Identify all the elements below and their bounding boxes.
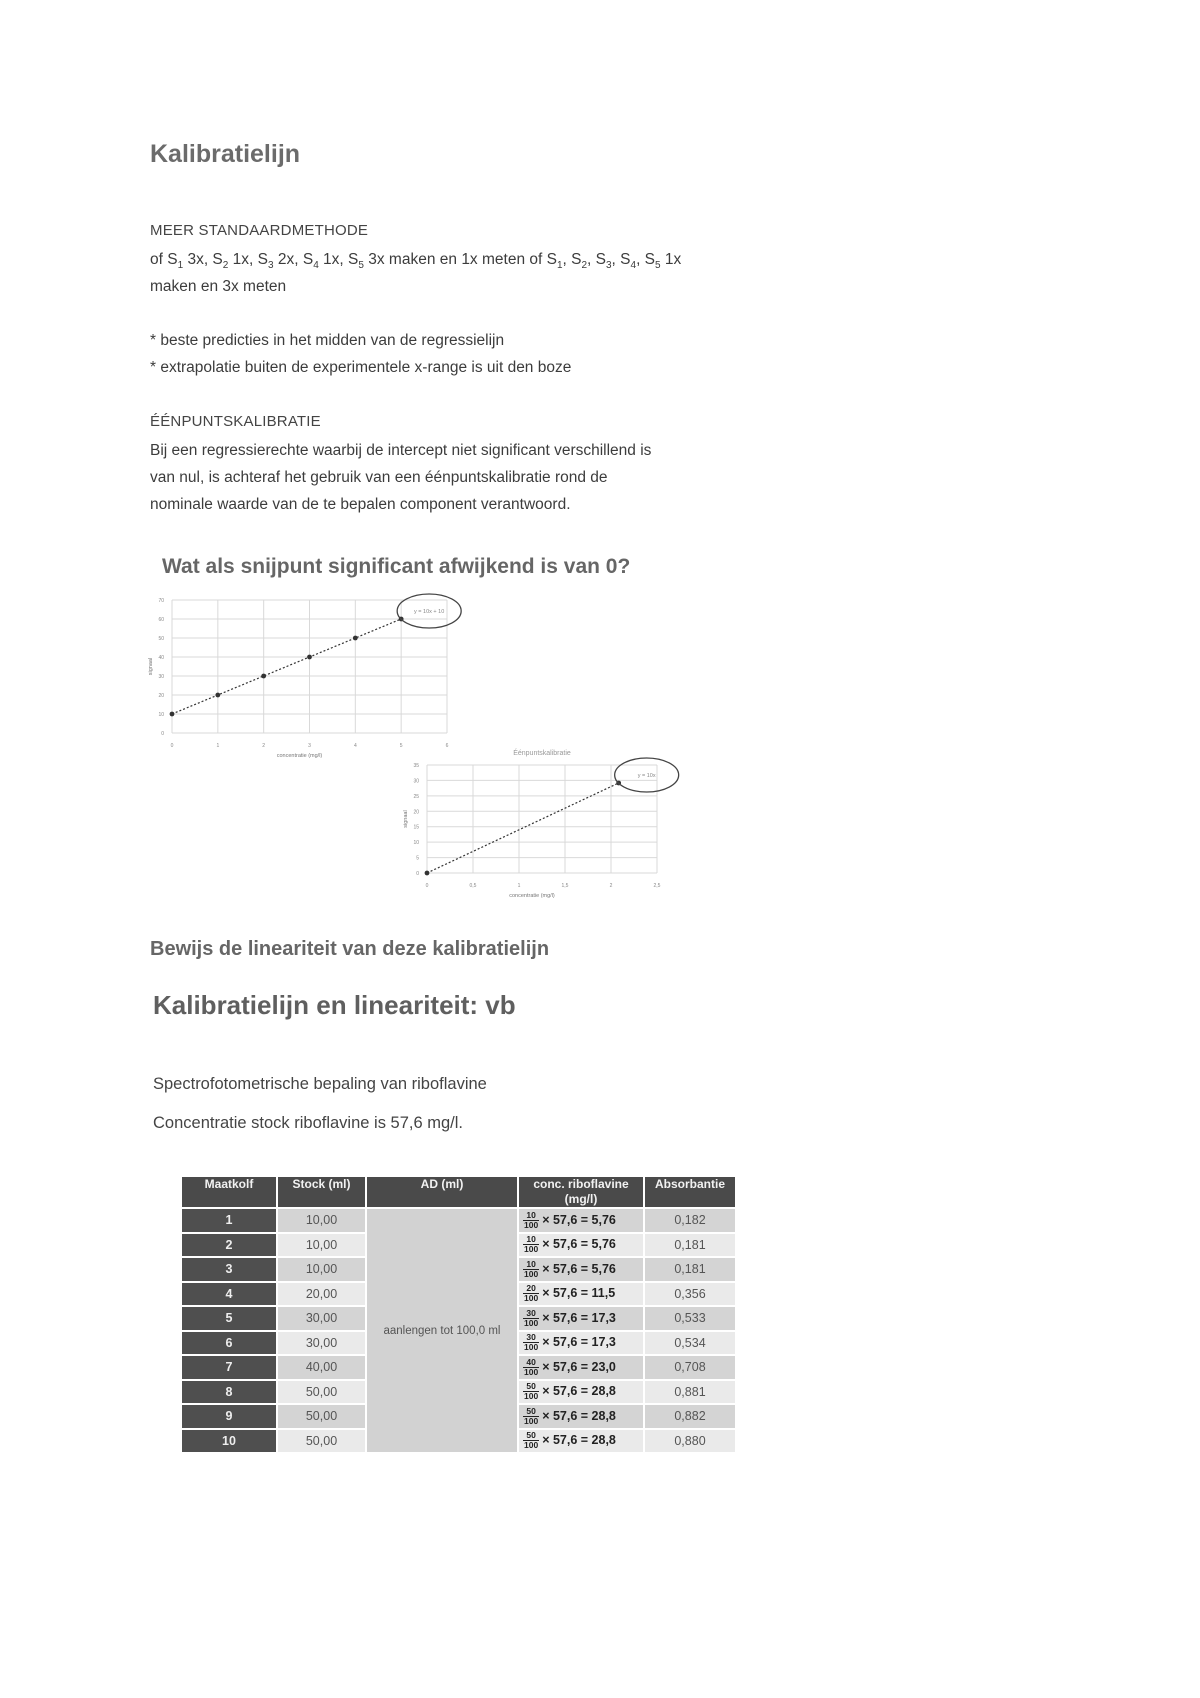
cell-stock: 10,00 <box>278 1234 365 1257</box>
y-tick-label: 0 <box>161 731 164 737</box>
conc-value: × 57,6 = 17,3 <box>542 1310 616 1325</box>
section-heading-vb: Kalibratielijn en lineariteit: vb <box>153 990 516 1020</box>
cell-absorbantie: 0,708 <box>645 1356 735 1379</box>
subscript: 5 <box>655 260 661 272</box>
y-tick-label: 40 <box>158 655 164 661</box>
trendline-equation: y = 10x <box>637 773 656 779</box>
y-tick-label: 30 <box>413 778 419 785</box>
y-tick-label: 20 <box>158 693 164 699</box>
fraction-numerator: 50 <box>523 1382 539 1392</box>
data-point <box>425 871 430 876</box>
cell-absorbantie: 0,356 <box>645 1283 735 1306</box>
cell-stock: 30,00 <box>278 1307 365 1330</box>
fraction-numerator: 40 <box>523 1358 539 1368</box>
fraction-numerator: 30 <box>523 1309 539 1319</box>
fraction-numerator: 10 <box>523 1260 539 1270</box>
x-tick-label: 1,5 <box>561 883 569 889</box>
subscript: 2 <box>581 260 588 272</box>
header-maatkolf: Maatkolf <box>182 1177 276 1207</box>
text-part: , S <box>587 251 606 268</box>
cell-conc <box>519 1234 643 1257</box>
meer-standaardmethode-title: MEER STANDAARDMETHODE <box>150 222 369 239</box>
calibration-table <box>180 1175 737 1454</box>
cell-maatkolf: 8 <box>182 1381 276 1404</box>
eenpunts-title: ÉÉNPUNTSKALIBRATIE <box>150 413 321 430</box>
cell-absorbantie: 0,533 <box>645 1307 735 1330</box>
y-tick-label: 35 <box>413 763 419 769</box>
text-part: , S <box>636 251 656 268</box>
x-tick-label: 0,5 <box>469 883 477 889</box>
x-tick-label: 5 <box>399 743 403 749</box>
series-line <box>427 783 619 873</box>
y-tick-label: 10 <box>413 840 419 847</box>
fraction-numerator: 10 <box>523 1211 539 1221</box>
text-part: , S <box>611 251 631 268</box>
fraction <box>523 1382 539 1401</box>
fraction-denominator: 100 <box>524 1317 539 1328</box>
fraction <box>523 1309 539 1328</box>
x-tick-label: 2 <box>609 883 613 889</box>
cell-absorbantie: 0,881 <box>645 1381 735 1404</box>
cell-maatkolf: 4 <box>182 1283 276 1306</box>
x-axis-label: concentratie (mg/l) <box>276 753 323 759</box>
cell-absorbantie: 0,181 <box>645 1234 735 1257</box>
cell-stock: 10,00 <box>278 1258 365 1281</box>
data-point <box>353 636 358 641</box>
y-tick-label: 25 <box>413 793 419 800</box>
y-tick-label: 50 <box>158 636 164 642</box>
subscript: 5 <box>358 260 364 272</box>
x-tick-label: 3 <box>308 743 311 749</box>
cell-maatkolf: 10 <box>182 1430 276 1453</box>
fraction <box>523 1284 539 1303</box>
fraction <box>523 1431 539 1450</box>
fraction-denominator: 100 <box>524 1244 539 1255</box>
slide-title: Wat als snijpunt significant afwijkend is van 0? <box>162 555 631 578</box>
x-tick-label: 4 <box>353 743 357 749</box>
page-title: Kalibratielijn <box>150 140 301 168</box>
conc-value: × 57,6 = 23,0 <box>542 1359 616 1374</box>
spectro-text: Spectrofotometrische bepaling van riboflavine <box>153 1075 487 1093</box>
data-point <box>307 655 312 660</box>
fraction <box>523 1260 539 1279</box>
subscript: 1 <box>177 260 184 272</box>
conc-value: × 57,6 = 28,8 <box>542 1433 616 1448</box>
eenpunts-line2: van nul, is achteraf het gebruik van een éénpuntskalibratie rond de <box>150 469 608 486</box>
y-tick-label: 30 <box>158 674 164 680</box>
cell-conc <box>519 1430 643 1453</box>
fraction-denominator: 100 <box>524 1440 539 1451</box>
fraction-numerator: 50 <box>523 1431 539 1441</box>
conc-value: × 57,6 = 17,3 <box>542 1335 616 1350</box>
header-ad: AD (ml) <box>367 1177 517 1207</box>
fraction <box>523 1358 539 1377</box>
cell-conc <box>519 1258 643 1281</box>
chart-title: Éénpuntskalibratie <box>513 750 571 757</box>
bullet-predicties: * beste predicties in het midden van de regressielijn <box>150 332 505 349</box>
fraction <box>523 1333 539 1352</box>
cell-maatkolf: 1 <box>182 1209 276 1232</box>
data-point <box>170 712 175 717</box>
cell-conc <box>519 1356 643 1379</box>
cell-absorbantie: 0,182 <box>645 1209 735 1232</box>
text-part: 1x <box>660 251 682 268</box>
y-tick-label: 10 <box>158 712 164 718</box>
y-tick-label: 70 <box>158 598 164 604</box>
x-tick-label: 2 <box>262 743 266 749</box>
fraction-denominator: 100 <box>524 1219 539 1230</box>
fraction-denominator: 100 <box>524 1342 539 1353</box>
cell-absorbantie: 0,882 <box>645 1405 735 1428</box>
cell-maatkolf: 3 <box>182 1258 276 1281</box>
header-conc: conc. riboflavine (mg/l) <box>519 1177 643 1207</box>
cell-conc <box>519 1381 643 1404</box>
text-part: 3x maken en 1x meten of S <box>363 251 557 268</box>
text-part: 1x, S <box>318 251 359 268</box>
fraction-numerator: 10 <box>523 1235 539 1245</box>
fraction-denominator: 100 <box>524 1268 539 1279</box>
fraction-denominator: 100 <box>524 1415 539 1426</box>
fraction-denominator: 100 <box>524 1293 539 1304</box>
header-absorbantie: Absorbantie <box>645 1177 735 1207</box>
text-part: , S <box>562 251 582 268</box>
fraction <box>523 1235 539 1254</box>
cell-stock: 10,00 <box>278 1209 365 1232</box>
conc-value: × 57,6 = 5,76 <box>542 1212 616 1227</box>
fraction-denominator: 100 <box>524 1391 539 1402</box>
cell-maatkolf: 6 <box>182 1332 276 1355</box>
x-tick-label: 2,5 <box>653 883 661 889</box>
subscript: 3 <box>605 260 612 272</box>
cell-stock: 50,00 <box>278 1430 365 1453</box>
cell-absorbantie: 0,534 <box>645 1332 735 1355</box>
trendline-equation: y = 10x + 10 <box>414 609 445 615</box>
cell-maatkolf: 9 <box>182 1405 276 1428</box>
fraction-numerator: 30 <box>523 1333 539 1343</box>
y-tick-label: 20 <box>413 809 419 816</box>
text-part: 2x, S <box>273 251 314 268</box>
cell-stock: 40,00 <box>278 1356 365 1379</box>
x-tick-label: 1 <box>216 743 220 749</box>
cell-stock: 20,00 <box>278 1283 365 1306</box>
meer-standaardmethode-line2: maken en 3x meten <box>150 278 287 295</box>
subscript: 1 <box>556 260 563 272</box>
cell-maatkolf: 5 <box>182 1307 276 1330</box>
text-part: 1x, S <box>228 251 268 268</box>
x-tick-label: 1 <box>517 883 521 889</box>
conc-value: × 57,6 = 28,8 <box>542 1384 616 1399</box>
cell-maatkolf: 2 <box>182 1234 276 1257</box>
fraction-numerator: 20 <box>523 1284 539 1294</box>
x-tick-label: 0 <box>170 743 174 749</box>
y-tick-label: 5 <box>416 855 419 862</box>
x-tick-label: 6 <box>445 743 449 749</box>
y-tick-label: 0 <box>416 871 419 877</box>
cell-absorbantie: 0,181 <box>645 1258 735 1281</box>
subscript: 4 <box>313 260 319 272</box>
text-part: of S <box>150 251 178 268</box>
cell-conc <box>519 1332 643 1355</box>
y-axis-label: signaal <box>148 657 154 676</box>
fraction-denominator: 100 <box>524 1366 539 1377</box>
data-point <box>215 693 220 698</box>
eenpunts-line1: Bij een regressierechte waarbij de intercept niet significant verschillend is <box>150 442 652 459</box>
data-point <box>261 674 266 679</box>
cell-conc <box>519 1405 643 1428</box>
header-stock: Stock (ml) <box>278 1177 365 1207</box>
cell-stock: 50,00 <box>278 1405 365 1428</box>
conc-value: × 57,6 = 11,5 <box>542 1286 616 1301</box>
cell-ad: aanlengen tot 100,0 ml <box>367 1209 517 1452</box>
conc-value: × 57,6 = 5,76 <box>542 1261 616 1276</box>
fraction <box>523 1407 539 1426</box>
cell-stock: 30,00 <box>278 1332 365 1355</box>
eenpunts-line3: nominale waarde van de te bepalen component verantwoord. <box>150 496 571 513</box>
cell-stock: 50,00 <box>278 1381 365 1404</box>
cell-conc <box>519 1307 643 1330</box>
text-part: 3x, S <box>183 251 223 268</box>
cell-absorbantie: 0,880 <box>645 1430 735 1453</box>
conc-value: × 57,6 = 28,8 <box>542 1408 616 1423</box>
cell-conc <box>519 1209 643 1232</box>
y-tick-label: 15 <box>413 824 419 831</box>
chart-eenpunts <box>395 745 685 905</box>
series-line <box>172 619 401 714</box>
y-axis-label: signaal <box>403 810 409 828</box>
x-tick-label: 0 <box>425 883 429 889</box>
bullet-extrapolatie: * extrapolatie buiten de experimentele x-range is uit den boze <box>150 359 572 376</box>
table-row <box>182 1209 735 1232</box>
fraction <box>523 1211 539 1230</box>
subscript: 4 <box>630 260 637 272</box>
y-tick-label: 60 <box>158 617 164 623</box>
subscript: 3 <box>267 260 274 272</box>
stock-text: Concentratie stock riboflavine is 57,6 mg/l. <box>153 1114 463 1132</box>
fraction-numerator: 50 <box>523 1407 539 1417</box>
conc-value: × 57,6 = 5,76 <box>542 1237 616 1252</box>
chart-snijpunt <box>145 590 490 765</box>
subscript: 2 <box>222 260 229 272</box>
x-axis-label: concentratie (mg/l) <box>509 893 555 899</box>
bewijs-heading: Bewijs de lineariteit van deze kalibratielijn <box>150 938 550 960</box>
cell-conc <box>519 1283 643 1306</box>
cell-maatkolf: 7 <box>182 1356 276 1379</box>
